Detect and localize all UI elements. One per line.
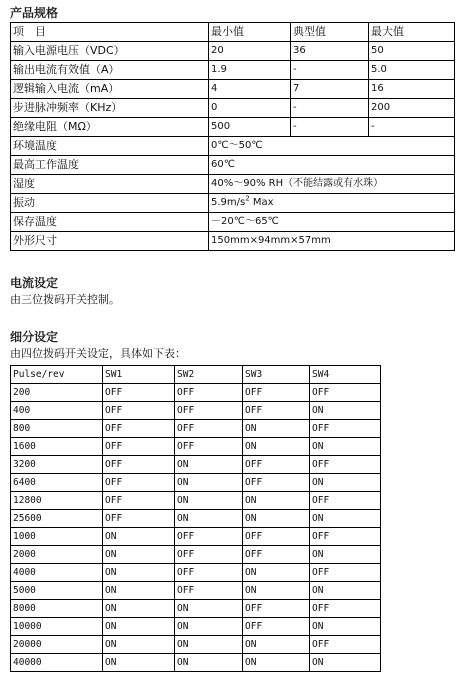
sw4-state: ON — [310, 654, 381, 672]
spec-typ: - — [291, 61, 369, 80]
sw3-state: ON — [243, 492, 310, 510]
sw1-state: ON — [103, 528, 175, 546]
sw2-state: ON — [175, 654, 243, 672]
env-label: 外形尺寸 — [11, 232, 209, 251]
table-row — [11, 600, 381, 618]
pulse-value: 8000 — [11, 600, 103, 618]
pulse-value: 800 — [11, 420, 103, 438]
table-row — [11, 384, 381, 402]
spec-label: 步进脉冲频率（KHz） — [11, 99, 209, 118]
sw3-state: OFF — [243, 546, 310, 564]
sw1-state: OFF — [103, 492, 175, 510]
sw3-state: OFF — [243, 618, 310, 636]
sw2-state: ON — [175, 474, 243, 492]
env-row — [11, 175, 455, 194]
table-row — [11, 546, 381, 564]
sw4-state: OFF — [310, 384, 381, 402]
spec-label: 输入电源电压（VDC） — [11, 42, 209, 61]
sw4-state: OFF — [310, 528, 381, 546]
pulse-value: 6400 — [11, 474, 103, 492]
pulse-value: 20000 — [11, 636, 103, 654]
env-label: 保存温度 — [11, 213, 209, 232]
pulse-value: 12800 — [11, 492, 103, 510]
table-row — [11, 456, 381, 474]
env-value: 40%～90% RH（不能结露或有水珠） — [209, 175, 455, 194]
sw1-state: ON — [103, 636, 175, 654]
spec-typ: 36 — [291, 42, 369, 61]
sw2-state: OFF — [175, 420, 243, 438]
table-row — [11, 528, 381, 546]
sw3-state: ON — [243, 582, 310, 600]
pulse-value: 40000 — [11, 654, 103, 672]
sw4-state: ON — [310, 510, 381, 528]
table-row — [11, 582, 381, 600]
sw3-state: ON — [243, 438, 310, 456]
sw4-state: OFF — [310, 420, 381, 438]
sw3-state: OFF — [243, 474, 310, 492]
spec-max: 50 — [369, 42, 455, 61]
microstep-title: 细分设定 — [10, 330, 59, 344]
sw2-state: ON — [175, 456, 243, 474]
spec-typ: - — [291, 99, 369, 118]
pulse-value: 10000 — [11, 618, 103, 636]
env-row — [11, 137, 455, 156]
sw4-state: ON — [310, 546, 381, 564]
sw2-state: OFF — [175, 528, 243, 546]
table-row — [11, 564, 381, 582]
table-row — [11, 636, 381, 654]
sw1-state: ON — [103, 600, 175, 618]
pulse-value: 4000 — [11, 564, 103, 582]
sw1-state: ON — [103, 654, 175, 672]
microstep-text: 由四位拨码开关设定，具体如下表： — [10, 347, 186, 360]
table-row — [11, 420, 381, 438]
table-row — [11, 492, 381, 510]
sw4-state: OFF — [310, 492, 381, 510]
sw3-state: ON — [243, 510, 310, 528]
microstep-header-row — [11, 366, 381, 384]
sw3-state: ON — [243, 564, 310, 582]
env-label: 湿度 — [11, 175, 209, 194]
spec-row — [11, 80, 455, 99]
sw3-state: OFF — [243, 402, 310, 420]
sw3-state: OFF — [243, 384, 310, 402]
sw4-state: ON — [310, 474, 381, 492]
sw3-state: ON — [243, 636, 310, 654]
sw1-state: ON — [103, 564, 175, 582]
sw2-state: OFF — [175, 564, 243, 582]
spec-row — [11, 99, 455, 118]
sw2-state: ON — [175, 600, 243, 618]
env-row — [11, 232, 455, 251]
sw1-state: OFF — [103, 510, 175, 528]
spec-min: 20 — [209, 42, 291, 61]
env-label: 振动 — [11, 194, 209, 213]
pulse-value: 5000 — [11, 582, 103, 600]
table-row — [11, 510, 381, 528]
sw2-state: OFF — [175, 582, 243, 600]
sw4-state: OFF — [310, 456, 381, 474]
current-text: 由三位拨码开关控制。 — [10, 293, 120, 306]
spec-label: 输出电流有效值（A） — [11, 61, 209, 80]
pulse-value: 400 — [11, 402, 103, 420]
vibration-unit: Max — [249, 197, 274, 208]
spec-title: 产品规格 — [10, 6, 59, 20]
sw2-state: ON — [175, 510, 243, 528]
spec-min: 0 — [209, 99, 291, 118]
spec-table — [10, 22, 455, 251]
spec-header-max: 最大值 — [369, 23, 455, 42]
spec-header-typ: 典型值 — [291, 23, 369, 42]
microstep-header-sw2: SW2 — [175, 366, 243, 384]
table-row — [11, 618, 381, 636]
microstep-header-sw4: SW4 — [310, 366, 381, 384]
env-row — [11, 194, 455, 213]
microstep-table — [10, 365, 381, 672]
sw1-state: OFF — [103, 402, 175, 420]
sw2-state: ON — [175, 492, 243, 510]
spec-label: 逻辑输入电流（mA） — [11, 80, 209, 99]
sw1-state: OFF — [103, 420, 175, 438]
sw4-state: ON — [310, 582, 381, 600]
current-title: 电流设定 — [10, 276, 59, 290]
spec-typ: - — [291, 118, 369, 137]
spec-max: - — [369, 118, 455, 137]
sw4-state: ON — [310, 618, 381, 636]
sw2-state: OFF — [175, 438, 243, 456]
sw4-state: OFF — [310, 636, 381, 654]
sw3-state: OFF — [243, 528, 310, 546]
sw1-state: OFF — [103, 384, 175, 402]
pulse-value: 1000 — [11, 528, 103, 546]
spec-label: 绝缘电阻（MΩ） — [11, 118, 209, 137]
spec-header-row — [11, 23, 455, 42]
spec-max: 16 — [369, 80, 455, 99]
sw4-state: OFF — [310, 564, 381, 582]
sw4-state: OFF — [310, 600, 381, 618]
sw1-state: OFF — [103, 456, 175, 474]
spec-max: 200 — [369, 99, 455, 118]
spec-row — [11, 61, 455, 80]
spec-min: 1.9 — [209, 61, 291, 80]
sw4-state: ON — [310, 438, 381, 456]
spec-max: 5.0 — [369, 61, 455, 80]
microstep-header-sw1: SW1 — [103, 366, 175, 384]
sw2-state: ON — [175, 636, 243, 654]
sw4-state: ON — [310, 402, 381, 420]
table-row — [11, 402, 381, 420]
env-value: 60℃ — [209, 156, 455, 175]
spec-header-item: 项 目 — [11, 23, 209, 42]
sw3-state: OFF — [243, 456, 310, 474]
env-value: －20℃～65℃ — [209, 213, 455, 232]
spec-min: 4 — [209, 80, 291, 99]
sw2-state: OFF — [175, 402, 243, 420]
pulse-value: 25600 — [11, 510, 103, 528]
sw3-state: OFF — [243, 600, 310, 618]
env-label: 最高工作温度 — [11, 156, 209, 175]
pulse-value: 200 — [11, 384, 103, 402]
spec-header-min: 最小值 — [209, 23, 291, 42]
vibration-value: 5.9m/s — [211, 197, 246, 208]
spec-row — [11, 118, 455, 137]
table-row — [11, 654, 381, 672]
sw3-state: ON — [243, 654, 310, 672]
vibration-exponent: 2 — [245, 194, 250, 203]
env-row — [11, 213, 455, 232]
sw1-state: OFF — [103, 474, 175, 492]
sw2-state: OFF — [175, 384, 243, 402]
env-value — [209, 194, 455, 213]
env-value: 150mm×94mm×57mm — [209, 232, 455, 251]
microstep-header-pulse: Pulse/rev — [11, 366, 103, 384]
pulse-value: 1600 — [11, 438, 103, 456]
sw1-state: ON — [103, 546, 175, 564]
table-row — [11, 474, 381, 492]
sw3-state: ON — [243, 420, 310, 438]
table-row — [11, 438, 381, 456]
sw1-state: ON — [103, 618, 175, 636]
sw1-state: OFF — [103, 438, 175, 456]
env-label: 环境温度 — [11, 137, 209, 156]
env-row — [11, 156, 455, 175]
microstep-header-sw3: SW3 — [243, 366, 310, 384]
pulse-value: 3200 — [11, 456, 103, 474]
spec-row — [11, 42, 455, 61]
spec-min: 500 — [209, 118, 291, 137]
spec-typ: 7 — [291, 80, 369, 99]
sw2-state: OFF — [175, 546, 243, 564]
pulse-value: 2000 — [11, 546, 103, 564]
sw1-state: ON — [103, 582, 175, 600]
env-value: 0℃～50℃ — [209, 137, 455, 156]
sw2-state: ON — [175, 618, 243, 636]
